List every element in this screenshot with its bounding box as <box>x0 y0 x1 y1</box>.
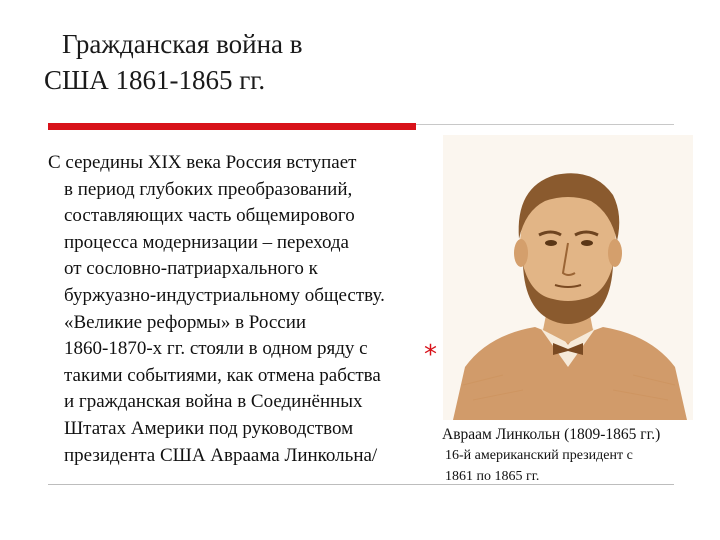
body-line: президента США Авраама Линкольна/ <box>64 444 378 466</box>
body-line: буржуазно-индустриальному обществу. <box>64 284 385 306</box>
body-line: составляющих часть общемирового <box>64 205 355 227</box>
portrait-caption <box>434 424 714 487</box>
body-line: процесса модернизации – перехода <box>64 231 349 253</box>
body-line: 1860-1870-х гг. стояли в одном ряду с <box>64 338 368 360</box>
caption-line-3: 1861 по 1865 гг. <box>445 469 540 484</box>
body-line: Штатах Америки под руководством <box>64 417 354 439</box>
body-line: «Великие реформы» в России <box>64 311 307 333</box>
slide-title <box>44 26 404 98</box>
title-line-2: США 1861-1865 гг. <box>44 65 266 95</box>
title-divider-thin <box>416 124 674 125</box>
body-line: и гражданская война в Соединённых <box>64 391 363 413</box>
body-paragraph <box>48 150 438 469</box>
body-line: такими событиями, как отмена рабства <box>64 364 381 386</box>
body-line: в период глубоких преобразований, <box>64 178 353 200</box>
body-line: С середины XIX века Россия вступает <box>48 152 357 173</box>
lincoln-portrait-image <box>443 135 693 420</box>
title-line-1: Гражданская война в <box>62 29 303 59</box>
caption-line-1: Авраам Линкольн (1809-1865 гг.) <box>442 426 661 443</box>
body-line: от сословно-патриархального к <box>64 258 318 280</box>
title-divider-red <box>48 123 416 130</box>
footer-divider <box>48 484 674 485</box>
caption-line-2: 16-й американский президент с <box>445 448 633 463</box>
asterisk-mark: * <box>424 340 437 370</box>
